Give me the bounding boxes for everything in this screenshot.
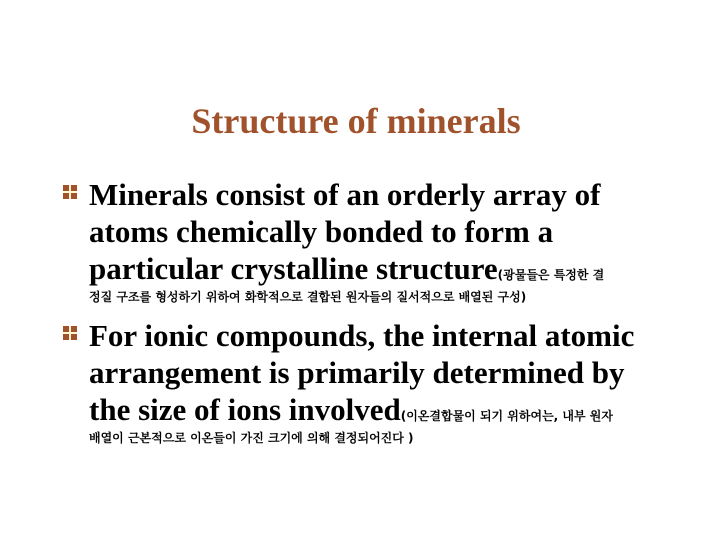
bullet-korean-note: (광물들은 특정한 결 xyxy=(497,268,605,282)
bullet-korean-note: (이온결합물이 되기 위하여는, 내부 원자 xyxy=(400,409,613,423)
slide-title: Structure of minerals xyxy=(191,101,521,141)
bullet-korean-note-continued: 정질 구조를 형성하기 위하여 화학적으로 결합된 원자들의 질서적으로 배열된 구성) xyxy=(89,290,527,304)
bullet-main-text: Minerals consist of an orderly array of atoms chemically bonded to form a particular crystalline structure xyxy=(89,177,601,286)
crosshair-bullet-icon xyxy=(62,184,78,200)
bullet-item xyxy=(62,317,662,448)
bullet-main-text: For ionic compounds, the internal atomic arrangement is primarily determined by the size of ions involved xyxy=(89,318,635,427)
crosshair-bullet-icon xyxy=(62,325,78,341)
bullet-item xyxy=(62,176,662,307)
bullet-korean-note-continued: 배열이 근본적으로 이온들이 가진 크기에 의해 결정되어진다 ) xyxy=(89,431,414,445)
bullet-text xyxy=(89,176,662,287)
bullet-text xyxy=(89,317,662,428)
